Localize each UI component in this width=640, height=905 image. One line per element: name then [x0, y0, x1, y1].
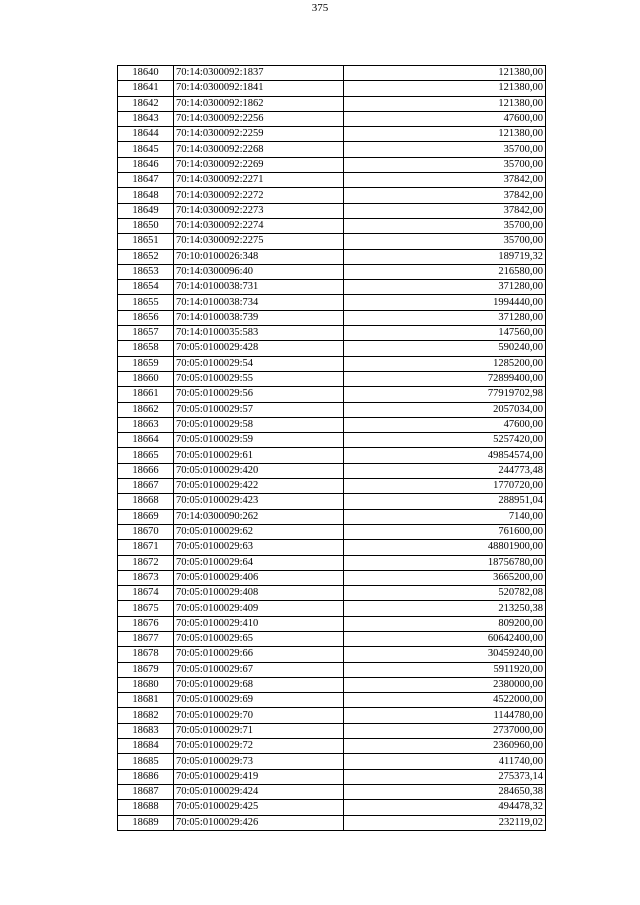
table-row — [118, 356, 546, 371]
cadastral-number-cell: 70:14:0100038:731 — [174, 280, 344, 295]
cadastral-value-cell: 5257420,00 — [344, 433, 546, 448]
cadastral-value-cell: 49854574,00 — [344, 448, 546, 463]
cadastral-number-cell: 70:14:0300092:2271 — [174, 173, 344, 188]
row-number-cell: 18684 — [118, 739, 174, 754]
cadastral-value-cell: 4522000,00 — [344, 693, 546, 708]
cadastral-value-cell: 213250,38 — [344, 601, 546, 616]
table-row — [118, 81, 546, 96]
cadastral-value-cell: 47600,00 — [344, 417, 546, 432]
cadastral-value-cell: 371280,00 — [344, 310, 546, 325]
table-row — [118, 371, 546, 386]
cadastral-value-cell: 147560,00 — [344, 326, 546, 341]
row-number-cell: 18686 — [118, 769, 174, 784]
row-number-cell: 18641 — [118, 81, 174, 96]
cadastral-number-cell: 70:05:0100029:409 — [174, 601, 344, 616]
table-row — [118, 540, 546, 555]
row-number-cell: 18667 — [118, 479, 174, 494]
cadastral-number-cell: 70:14:0100038:734 — [174, 295, 344, 310]
table-row — [118, 157, 546, 172]
cadastral-value-cell: 809200,00 — [344, 616, 546, 631]
row-number-cell: 18659 — [118, 356, 174, 371]
row-number-cell: 18681 — [118, 693, 174, 708]
table-row — [118, 524, 546, 539]
table-row — [118, 249, 546, 264]
table-row — [118, 739, 546, 754]
table-row — [118, 647, 546, 662]
table-row — [118, 142, 546, 157]
cadastral-number-cell: 70:05:0100029:72 — [174, 739, 344, 754]
cadastral-number-cell: 70:05:0100029:67 — [174, 662, 344, 677]
cadastral-value-cell: 48801900,00 — [344, 540, 546, 555]
row-number-cell: 18687 — [118, 784, 174, 799]
row-number-cell: 18673 — [118, 570, 174, 585]
cadastral-number-cell: 70:05:0100029:424 — [174, 784, 344, 799]
cadastral-value-cell: 371280,00 — [344, 280, 546, 295]
row-number-cell: 18689 — [118, 815, 174, 830]
row-number-cell: 18651 — [118, 234, 174, 249]
cadastral-value-cell: 37842,00 — [344, 188, 546, 203]
cadastral-number-cell: 70:05:0100029:58 — [174, 417, 344, 432]
cadastral-number-cell: 70:14:0300092:2269 — [174, 157, 344, 172]
cadastral-number-cell: 70:05:0100029:410 — [174, 616, 344, 631]
cadastral-number-cell: 70:05:0100029:408 — [174, 586, 344, 601]
table-row — [118, 586, 546, 601]
cadastral-number-cell: 70:14:0100035:583 — [174, 326, 344, 341]
row-number-cell: 18653 — [118, 264, 174, 279]
cadastral-value-cell: 121380,00 — [344, 81, 546, 96]
row-number-cell: 18660 — [118, 371, 174, 386]
table-row — [118, 96, 546, 111]
cadastral-number-cell: 70:05:0100029:426 — [174, 815, 344, 830]
cadastral-number-cell: 70:05:0100029:65 — [174, 631, 344, 646]
row-number-cell: 18649 — [118, 203, 174, 218]
row-number-cell: 18676 — [118, 616, 174, 631]
cadastral-value-cell: 37842,00 — [344, 173, 546, 188]
cadastral-number-cell: 70:14:0300092:1837 — [174, 66, 344, 81]
cadastral-value-cell: 121380,00 — [344, 96, 546, 111]
page-number: 375 — [311, 2, 329, 14]
cadastral-number-cell: 70:05:0100029:406 — [174, 570, 344, 585]
cadastral-number-cell: 70:14:0300092:2275 — [174, 234, 344, 249]
table-row — [118, 494, 546, 509]
row-number-cell: 18685 — [118, 754, 174, 769]
table-row — [118, 295, 546, 310]
row-number-cell: 18642 — [118, 96, 174, 111]
cadastral-number-cell: 70:05:0100029:68 — [174, 677, 344, 692]
cadastral-value-cell: 7140,00 — [344, 509, 546, 524]
cadastral-value-cell: 232119,02 — [344, 815, 546, 830]
table-row — [118, 509, 546, 524]
row-number-cell: 18683 — [118, 723, 174, 738]
cadastral-number-cell: 70:05:0100029:55 — [174, 371, 344, 386]
table-row — [118, 218, 546, 233]
row-number-cell: 18668 — [118, 494, 174, 509]
table-row — [118, 677, 546, 692]
row-number-cell: 18682 — [118, 708, 174, 723]
row-number-cell: 18677 — [118, 631, 174, 646]
cadastral-number-cell: 70:05:0100029:71 — [174, 723, 344, 738]
row-number-cell: 18680 — [118, 677, 174, 692]
table-row — [118, 570, 546, 585]
cadastral-number-cell: 70:05:0100029:423 — [174, 494, 344, 509]
cadastral-value-cell: 35700,00 — [344, 142, 546, 157]
cadastral-value-cell: 288951,04 — [344, 494, 546, 509]
cadastral-number-cell: 70:05:0100029:425 — [174, 800, 344, 815]
cadastral-number-cell: 70:14:0300092:2259 — [174, 127, 344, 142]
cadastral-number-cell: 70:05:0100029:54 — [174, 356, 344, 371]
cadastral-number-cell: 70:14:0300090:262 — [174, 509, 344, 524]
table-row — [118, 693, 546, 708]
cadastral-number-cell: 70:05:0100029:422 — [174, 479, 344, 494]
cadastral-value-cell: 121380,00 — [344, 127, 546, 142]
row-number-cell: 18675 — [118, 601, 174, 616]
cadastral-number-cell: 70:05:0100029:73 — [174, 754, 344, 769]
table-row — [118, 417, 546, 432]
row-number-cell: 18650 — [118, 218, 174, 233]
table-row — [118, 815, 546, 830]
row-number-cell: 18647 — [118, 173, 174, 188]
row-number-cell: 18665 — [118, 448, 174, 463]
cadastral-number-cell: 70:05:0100029:420 — [174, 463, 344, 478]
cadastral-number-cell: 70:05:0100029:419 — [174, 769, 344, 784]
cadastral-number-cell: 70:14:0300092:2272 — [174, 188, 344, 203]
cadastral-number-cell: 70:14:0100038:739 — [174, 310, 344, 325]
table-row — [118, 631, 546, 646]
row-number-cell: 18648 — [118, 188, 174, 203]
cadastral-number-cell: 70:05:0100029:63 — [174, 540, 344, 555]
row-number-cell: 18655 — [118, 295, 174, 310]
table-row — [118, 555, 546, 570]
cadastral-value-cell: 244773,48 — [344, 463, 546, 478]
cadastral-number-cell: 70:05:0100029:62 — [174, 524, 344, 539]
row-number-cell: 18678 — [118, 647, 174, 662]
table-row — [118, 784, 546, 799]
row-number-cell: 18646 — [118, 157, 174, 172]
cadastral-value-cell: 761600,00 — [344, 524, 546, 539]
table-row — [118, 203, 546, 218]
table-row — [118, 264, 546, 279]
table-row — [118, 326, 546, 341]
cadastral-value-cell: 37842,00 — [344, 203, 546, 218]
cadastral-number-cell: 70:05:0100029:66 — [174, 647, 344, 662]
table-row — [118, 463, 546, 478]
row-number-cell: 18679 — [118, 662, 174, 677]
table-row — [118, 601, 546, 616]
row-number-cell: 18661 — [118, 387, 174, 402]
table-row — [118, 173, 546, 188]
cadastral-number-cell: 70:05:0100029:61 — [174, 448, 344, 463]
row-number-cell: 18654 — [118, 280, 174, 295]
cadastral-value-cell: 1285200,00 — [344, 356, 546, 371]
cadastral-value-cell: 2737000,00 — [344, 723, 546, 738]
cadastral-number-cell: 70:14:0300092:2256 — [174, 111, 344, 126]
cadastral-number-cell: 70:05:0100029:428 — [174, 341, 344, 356]
cadastral-number-cell: 70:10:0100026:348 — [174, 249, 344, 264]
cadastral-value-cell: 494478,32 — [344, 800, 546, 815]
table-row — [118, 616, 546, 631]
cadastral-number-cell: 70:14:0300096:40 — [174, 264, 344, 279]
cadastral-value-cell: 35700,00 — [344, 234, 546, 249]
cadastral-value-cell: 284650,38 — [344, 784, 546, 799]
cadastral-value-cell: 77919702,98 — [344, 387, 546, 402]
row-number-cell: 18645 — [118, 142, 174, 157]
table-row — [118, 234, 546, 249]
row-number-cell: 18656 — [118, 310, 174, 325]
cadastral-number-cell: 70:05:0100029:57 — [174, 402, 344, 417]
cadastral-number-cell: 70:14:0300092:2274 — [174, 218, 344, 233]
row-number-cell: 18670 — [118, 524, 174, 539]
cadastral-value-cell: 35700,00 — [344, 157, 546, 172]
cadastral-value-cell: 520782,08 — [344, 586, 546, 601]
cadastral-number-cell: 70:05:0100029:64 — [174, 555, 344, 570]
row-number-cell: 18664 — [118, 433, 174, 448]
cadastral-value-table — [117, 65, 546, 831]
cadastral-value-cell: 2057034,00 — [344, 402, 546, 417]
cadastral-value-cell: 30459240,00 — [344, 647, 546, 662]
row-number-cell: 18640 — [118, 66, 174, 81]
table-row — [118, 188, 546, 203]
table-row — [118, 111, 546, 126]
table-row — [118, 280, 546, 295]
cadastral-value-cell: 47600,00 — [344, 111, 546, 126]
table-row — [118, 310, 546, 325]
row-number-cell: 18672 — [118, 555, 174, 570]
table-row — [118, 800, 546, 815]
cadastral-value-cell: 72899400,00 — [344, 371, 546, 386]
table-body — [118, 66, 546, 831]
cadastral-value-cell: 1770720,00 — [344, 479, 546, 494]
row-number-cell: 18644 — [118, 127, 174, 142]
cadastral-number-cell: 70:14:0300092:1841 — [174, 81, 344, 96]
table-row — [118, 708, 546, 723]
row-number-cell: 18657 — [118, 326, 174, 341]
table-row — [118, 66, 546, 81]
table-row — [118, 769, 546, 784]
cadastral-value-cell: 5911920,00 — [344, 662, 546, 677]
table-row — [118, 723, 546, 738]
row-number-cell: 18669 — [118, 509, 174, 524]
row-number-cell: 18688 — [118, 800, 174, 815]
row-number-cell: 18663 — [118, 417, 174, 432]
cadastral-value-cell: 590240,00 — [344, 341, 546, 356]
cadastral-number-cell: 70:05:0100029:69 — [174, 693, 344, 708]
row-number-cell: 18658 — [118, 341, 174, 356]
cadastral-value-cell: 1994440,00 — [344, 295, 546, 310]
cadastral-value-cell: 2380000,00 — [344, 677, 546, 692]
row-number-cell: 18662 — [118, 402, 174, 417]
table-row — [118, 433, 546, 448]
cadastral-value-cell: 411740,00 — [344, 754, 546, 769]
table-row — [118, 479, 546, 494]
table-row — [118, 662, 546, 677]
row-number-cell: 18652 — [118, 249, 174, 264]
cadastral-number-cell: 70:05:0100029:56 — [174, 387, 344, 402]
cadastral-value-cell: 189719,32 — [344, 249, 546, 264]
cadastral-value-cell: 60642400,00 — [344, 631, 546, 646]
table-row — [118, 127, 546, 142]
table-row — [118, 754, 546, 769]
row-number-cell: 18671 — [118, 540, 174, 555]
table-row — [118, 402, 546, 417]
row-number-cell: 18643 — [118, 111, 174, 126]
table-row — [118, 448, 546, 463]
table-row — [118, 387, 546, 402]
cadastral-number-cell: 70:14:0300092:1862 — [174, 96, 344, 111]
cadastral-number-cell: 70:05:0100029:70 — [174, 708, 344, 723]
cadastral-value-cell: 35700,00 — [344, 218, 546, 233]
cadastral-value-cell: 275373,14 — [344, 769, 546, 784]
row-number-cell: 18674 — [118, 586, 174, 601]
cadastral-value-cell: 3665200,00 — [344, 570, 546, 585]
cadastral-value-cell: 1144780,00 — [344, 708, 546, 723]
cadastral-number-cell: 70:14:0300092:2273 — [174, 203, 344, 218]
cadastral-value-cell: 216580,00 — [344, 264, 546, 279]
table-row — [118, 341, 546, 356]
row-number-cell: 18666 — [118, 463, 174, 478]
cadastral-number-cell: 70:14:0300092:2268 — [174, 142, 344, 157]
cadastral-number-cell: 70:05:0100029:59 — [174, 433, 344, 448]
cadastral-value-cell: 2360960,00 — [344, 739, 546, 754]
cadastral-value-cell: 18756780,00 — [344, 555, 546, 570]
cadastral-value-cell: 121380,00 — [344, 66, 546, 81]
